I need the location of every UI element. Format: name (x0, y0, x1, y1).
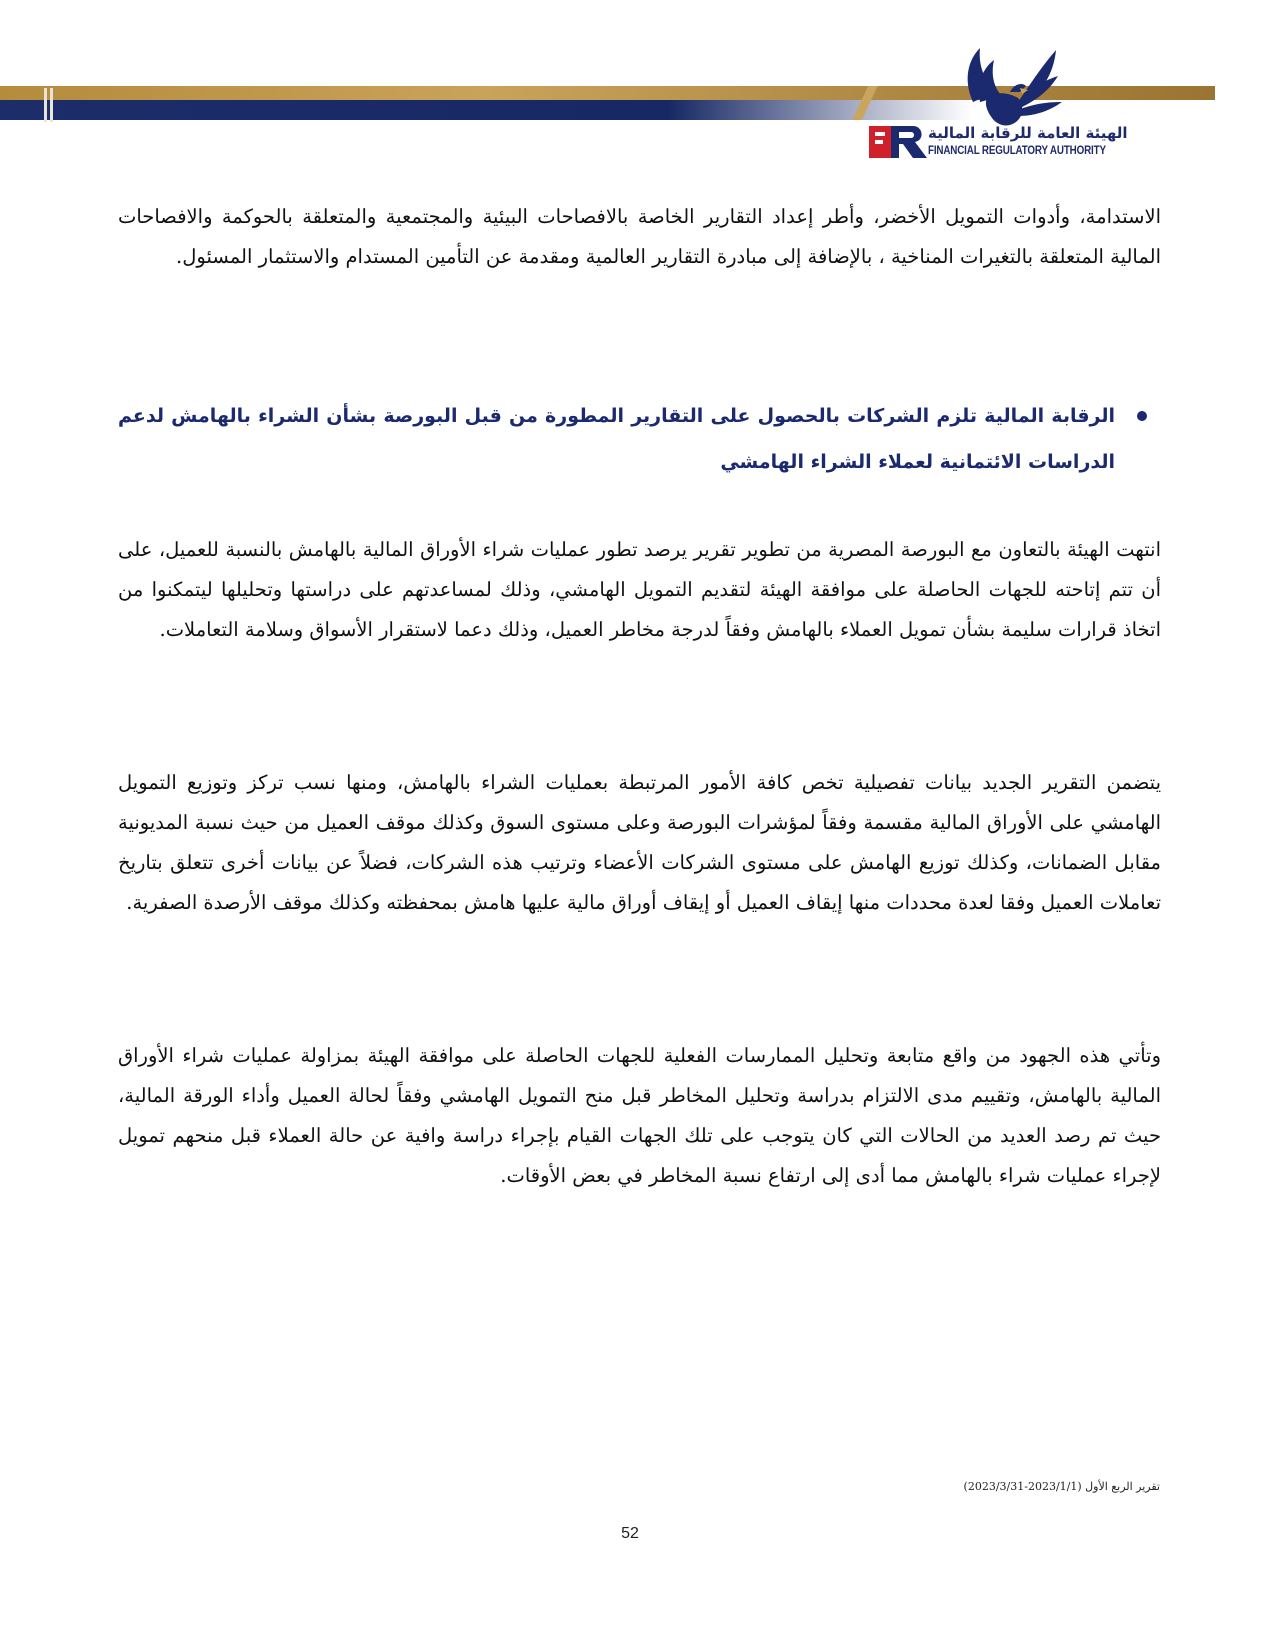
body-paragraph-2-block (118, 530, 1161, 650)
body-paragraph: الاستدامة، وأدوات التمويل الأخضر، وأطر إعداد التقارير الخاصة بالافصاحات البيئية والمجتمعية والمتعلقة بالحوكمة والافصاحات المالية المتعلقة بالتغيرات المناخية ، بالإضافة إلى مبادرة التقارير العالمية ومقدمة عن التأمين المستدام والاستثمار المسئول. (118, 205, 1161, 268)
bullet-heading (118, 393, 1161, 485)
org-name-english: FINANCIAL REGULATORY AUTHORITY (928, 143, 1106, 157)
body-paragraph: انتهت الهيئة بالتعاون مع البورصة المصرية من تطوير تقرير يرصد تطور عمليات شراء الأوراق المالية بالهامش بالنسبة للعميل، على أن تتم إتاحته للجهات الحاصلة على موافقة الهيئة لتقديم التمويل الهامشي، وذلك لمساعدتهم على دراستها وتحليلها ليتمكنوا من اتخاذ قرارات سليمة بشأن تمويل العملاء بالهامش وفقاً لدرجة مخاطر العميل، وذلك دعما لاستقرار الأسواق وسلامة التعاملات. (118, 538, 1161, 641)
bullet-section (118, 393, 1161, 485)
bullet-point-icon (1137, 411, 1147, 421)
body-paragraph-4-block (118, 1036, 1161, 1196)
body-paragraph-1-block (118, 197, 1161, 277)
fra-emblem-icon (869, 126, 929, 158)
body-paragraph: وتأتي هذه الجهود من واقع متابعة وتحليل الممارسات الفعلية للجهات الحاصلة على موافقة الهيئة بمزاولة عمليات شراء الأوراق المالية بالهامش، وتقييم مدى الالتزام بدراسة وتحليل المخاطر قبل منح التمويل الهامشي وفقاً لحالة العميل وأداء الورقة المالية، حيث تم رصد العديد من الحالات التي كان يتوجب على تلك الجهات القيام بإجراء دراسة وافية عن حالة العملاء قبل منحهم تمويل لإجراء عمليات شراء بالهامش مما أدى إلى ارتفاع نسبة المخاطر في بعض الأوقات. (118, 1044, 1161, 1187)
report-period-label: تقرير الربع الأول (2023/1/1-2023/3/31) (963, 1480, 1160, 1493)
header-divider (44, 88, 47, 122)
body-paragraph-3-block (118, 763, 1161, 923)
bullet-heading-text: الرقابة المالية تلزم الشركات بالحصول على التقارير المطورة من قبل البورصة بشأن الشراء بالهامش لدعم الدراسات الائتمانية لعملاء الشراء الهامشي (118, 405, 1115, 473)
page-number: 52 (621, 1525, 639, 1542)
body-paragraph: يتضمن التقرير الجديد بيانات تفصيلية تخص كافة الأمور المرتبطة بعمليات الشراء بالهامش، ومنها نسب تركز وتوزيع التمويل الهامشي على الأوراق المالية مقسمة وفقاً لمؤشرات البورصة وعلى مستوى السوق وكذلك موقف العميل من حيث نسبة المديونية مقابل الضمانات، وكذلك توزيع الهامش على مستوى الشركات الأعضاء وترتيب هذه الشركات، فضلاً عن بيانات أخرى تتعلق بتاريخ تعاملات العميل وفقا لعدة محددات منها إيقاف العميل أو إيقاف أوراق مالية عليها هامش بمحفظته وكذلك موقف الأرصدة الصفرية. (118, 771, 1161, 914)
org-name-arabic: الهيئة العامة للرقابة المالية (928, 124, 1128, 142)
page-header (0, 0, 1275, 170)
header-divider (50, 88, 53, 122)
